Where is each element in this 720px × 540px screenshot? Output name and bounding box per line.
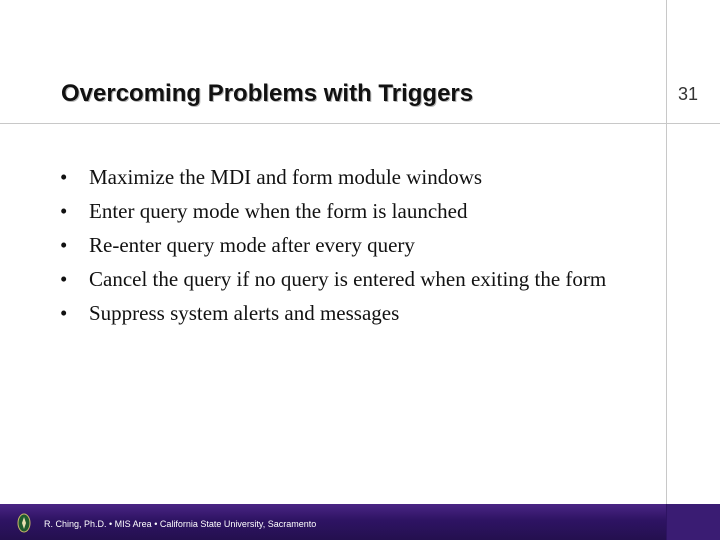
footer-main	[0, 504, 666, 540]
bullet-text: Re-enter query mode after every query	[89, 233, 415, 257]
bullet-item	[60, 163, 650, 191]
bullet-marker: •	[60, 165, 68, 189]
bullet-text: Suppress system alerts and messages	[89, 301, 400, 325]
bullet-text: Maximize the MDI and form module windows	[89, 165, 483, 189]
footer-bar	[0, 504, 720, 540]
bullet-text: Enter query mode when the form is launched	[89, 199, 468, 223]
university-seal-icon	[17, 513, 31, 533]
bullet-item	[60, 231, 650, 259]
footer-text: R. Ching, Ph.D. • MIS Area • California State University, Sacramento	[44, 519, 317, 529]
bullet-item	[60, 299, 650, 327]
bullet-text: Cancel the query if no query is entered when exiting the form	[89, 267, 607, 291]
bullet-marker: •	[60, 267, 68, 291]
title-divider	[0, 123, 720, 124]
bullet-item	[60, 265, 650, 293]
vertical-divider	[666, 0, 667, 540]
slide-title: Overcoming Problems with Triggers	[61, 80, 474, 107]
bullet-marker: •	[60, 199, 68, 223]
page-number: 31	[678, 84, 699, 104]
bullet-marker: •	[60, 301, 68, 325]
bullet-marker: •	[60, 233, 68, 257]
footer-corner	[667, 504, 720, 540]
bullet-list	[60, 163, 650, 333]
bullet-item	[60, 197, 650, 225]
